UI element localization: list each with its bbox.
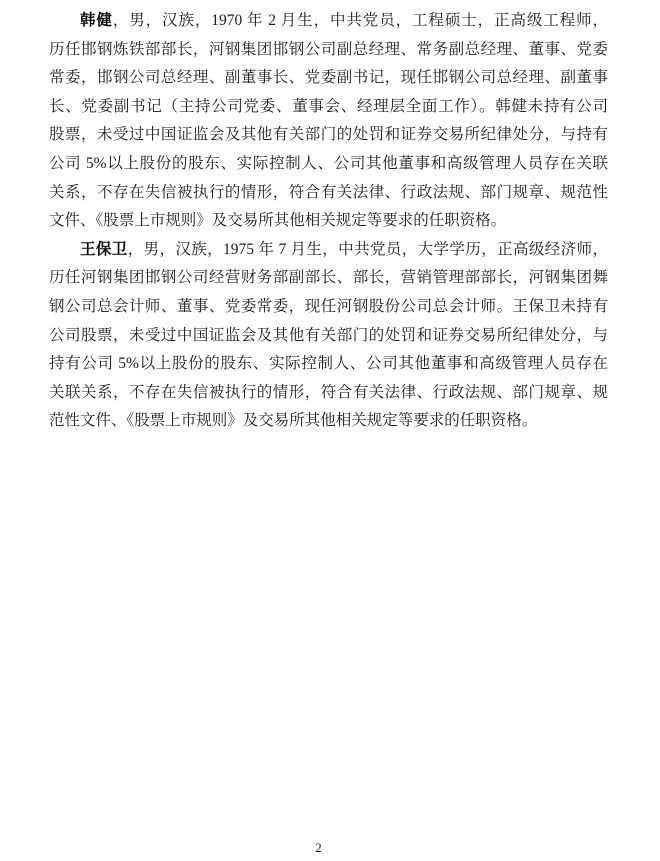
page-number: 2 — [315, 840, 322, 855]
person-name: 韩健 — [80, 12, 113, 29]
paragraph-line: 历任邯钢炼铁部部长，河钢集团邯钢公司副总经理、常务副总经理、董事、党委 — [49, 40, 608, 58]
paragraph-line: 股票，未受过中国证监会及其他有关部门的处罚和证券交易所纪律处分，与持有 — [49, 126, 608, 144]
paragraph-text: ，男，汉族，1970 年 2 月生，中共党员，工程硕士，正高级工程师， — [112, 12, 608, 29]
paragraph-line: 文件、《股票上市规则》及交易所其他相关规定等要求的任职资格。 — [49, 212, 507, 230]
document-body — [49, 7, 608, 436]
paragraph-line: 关系，不存在失信被执行的情形，符合有关法律、行政法规、部门规章、规范性 — [49, 183, 608, 201]
paragraph-line: 范性文件、《股票上市规则》及交易所其他相关规定等要求的任职资格。 — [49, 412, 538, 430]
person-name: 王保卫 — [80, 240, 128, 258]
paragraph-line: 持有公司 5%以上股份的股东、实际控制人、公司其他董事和高级管理人员存在 — [49, 355, 608, 373]
paragraph-line: 关联关系，不存在失信被执行的情形，符合有关法律、行政法规、部门规章、规 — [49, 383, 608, 401]
paragraph-first-line — [49, 236, 608, 265]
paragraph-line: 长、党委副书记（主持公司党委、董事会、经理层全面工作）。韩健未持有公司 — [49, 97, 608, 115]
paragraph-text: ，男，汉族，1975 年 7 月生，中共党员，大学学历，正高级经济师， — [127, 240, 608, 258]
bio-paragraph-hanjian — [49, 7, 608, 236]
paragraph-line: 历任河钢集团邯钢公司经营财务部副部长、部长，营销管理部部长，河钢集团舞 — [49, 269, 608, 287]
bio-paragraph-wangbaowei — [49, 236, 608, 436]
paragraph-first-line — [49, 7, 608, 36]
paragraph-line: 钢公司总会计师、董事、党委常委，现任河钢股份公司总会计师。王保卫未持有 — [49, 297, 608, 315]
paragraph-line: 公司 5%以上股份的股东、实际控制人、公司其他董事和高级管理人员存在关联 — [49, 154, 608, 172]
paragraph-line: 常委，邯钢公司总经理、副董事长、党委副书记，现任邯钢公司总经理、副董事 — [49, 69, 608, 87]
paragraph-line: 公司股票，未受过中国证监会及其他有关部门的处罚和证券交易所纪律处分，与 — [49, 326, 608, 344]
